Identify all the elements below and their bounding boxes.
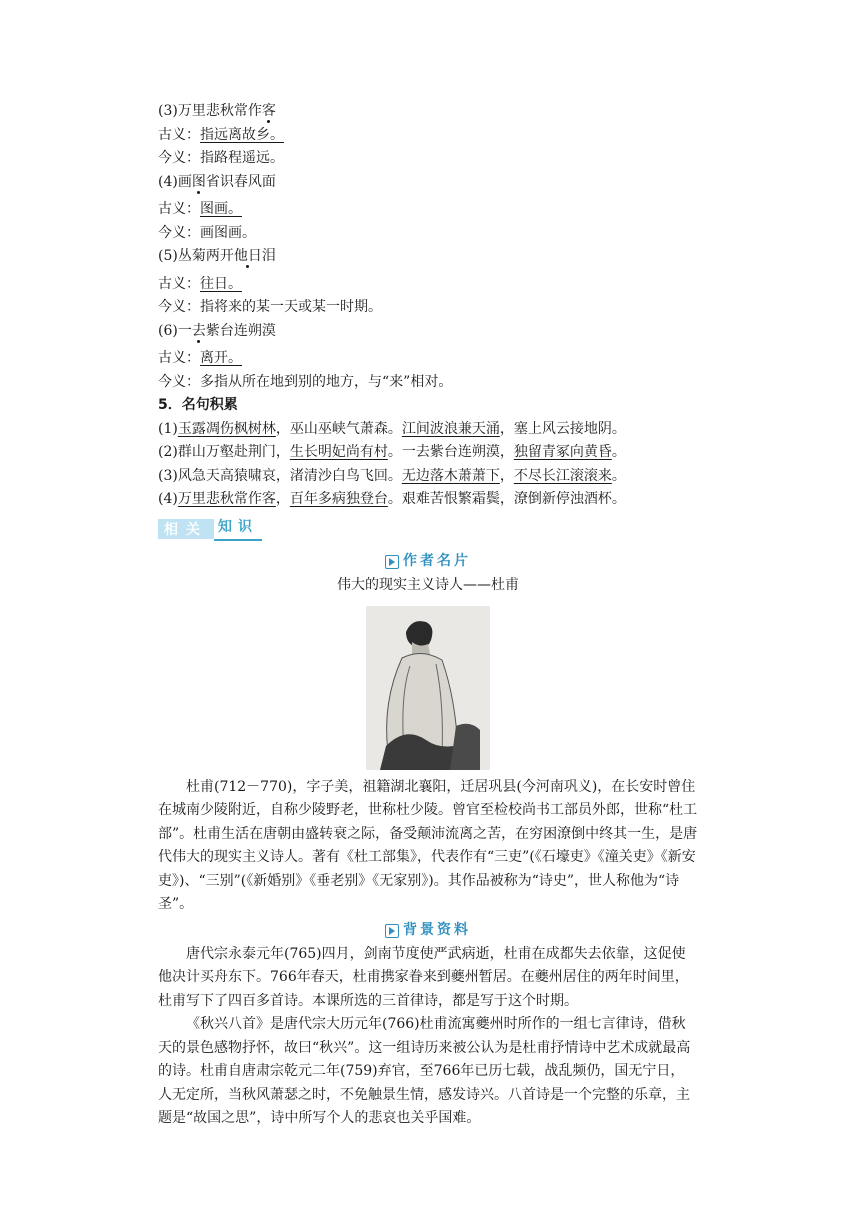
banner-left: 相关	[158, 519, 214, 539]
vocab-heading: (3)万里悲秋常作客	[158, 103, 276, 119]
ancient-meaning: 古义：图画。	[158, 201, 242, 217]
section-title-quotes: 5．名句积累	[158, 397, 238, 413]
ancient-meaning: 古义：往日。	[158, 275, 242, 292]
vocab-heading: (6)一去紫台连朔漠	[158, 322, 276, 339]
emphasis-char: 他日	[233, 248, 262, 264]
ancient-meaning: 古义：指远离故乡。	[158, 126, 284, 143]
quote-line: (1)玉露凋伤枫树林，巫山巫峡气萧森。江间波浪兼天涌，塞上风云接地阴。	[158, 420, 626, 437]
banner-right: 知识	[214, 516, 262, 542]
modern-meaning: 今义：多指从所在地到别的地方，与“来”相对。	[158, 373, 453, 390]
vocab-item-3	[158, 100, 698, 171]
play-icon	[385, 555, 399, 569]
author-bio: 杜甫(712－770)，字子美，祖籍湖北襄阳，迁居巩县(今河南巩义)，在长安时曾住在城南少陵附近，自称少陵野老，世称杜少陵。曾官至检校尚书工部员外郎，世称“杜工部”。杜甫生活在唐朝由盛转衰之际，备受颠沛流离之苦，在穷困潦倒中终其一生，是唐代伟大的现实主义诗人。著有《杜工部集》，代表作有“三吏”(《石壕吏》《潼关吏》《新安吏》)、“三别”(《新婚别》《垂老别》《无家别》)。其作品被称为“诗史”，世人称他为“诗圣”。	[158, 778, 698, 912]
modern-meaning: 今义：指路程遥远。	[158, 150, 284, 166]
emphasis-char: 客	[261, 103, 276, 119]
vocab-heading: (4)画图省识春风面	[158, 173, 276, 190]
modern-meaning: 今义：指将来的某一天或某一时期。	[158, 299, 382, 315]
quote-line: (3)风急天高猿啸哀，渚清沙白鸟飞回。无边落木萧萧下，不尽长江滚滚来。	[158, 467, 626, 484]
vocab-item-5	[158, 245, 698, 320]
vocab-heading: (5)丛菊两开他日泪	[158, 248, 276, 264]
emphasis-char: 图	[191, 173, 206, 190]
page-content	[158, 100, 698, 1131]
background-paragraph-2: 《秋兴八首》是唐代宗大历元年(766)杜甫流寓夔州时所作的一组七言律诗，借秋天的景色感物抒怀，故曰“秋兴”。这一组诗历来被公认为是杜甫抒情诗中艺术成就最高的诗。杜甫自唐肃宗乾元二年(759)弃官，至766年已历七载，战乱频仍，国无宁日，人无定所，当秋风萧瑟之时，不免触景生情，感发诗兴。八首诗是一个完整的乐章，主题是“故国之思”，诗中所写个人的悲哀也关乎国难。	[158, 1016, 691, 1126]
background-paragraph-1: 唐代宗永泰元年(765)四月，剑南节度使严武病逝，杜甫在成都失去依靠，这促使他决计买舟东下。766年春天，杜甫携家眷来到夔州暂居。在夔州居住的两年时间里，杜甫写下了四百多首诗。本课所选的三首律诗，都是写于这个时期。	[158, 945, 689, 1009]
quote-line: (4)万里悲秋常作客，百年多病独登台。艰难苦恨繁霜鬓，潦倒新停浊酒杯。	[158, 491, 626, 507]
quote-line: (2)群山万壑赴荆门，生长明妃尚有村。一去紫台连朔漠，独留青冢向黄昏。	[158, 444, 626, 460]
quote-list	[158, 418, 698, 512]
author-subtitle: 伟大的现实主义诗人——杜甫	[337, 576, 519, 593]
related-knowledge-banner	[158, 516, 698, 544]
background-section-title: 背景资料	[158, 919, 698, 943]
author-section-title: 作者名片	[158, 550, 698, 574]
emphasis-char: 去	[191, 322, 206, 339]
vocab-item-6	[158, 320, 698, 395]
vocab-item-4	[158, 171, 698, 246]
modern-meaning: 今义：画图画。	[158, 224, 256, 241]
portrait-image	[366, 606, 490, 770]
play-icon	[385, 924, 399, 938]
ancient-meaning: 古义：离开。	[158, 350, 242, 366]
